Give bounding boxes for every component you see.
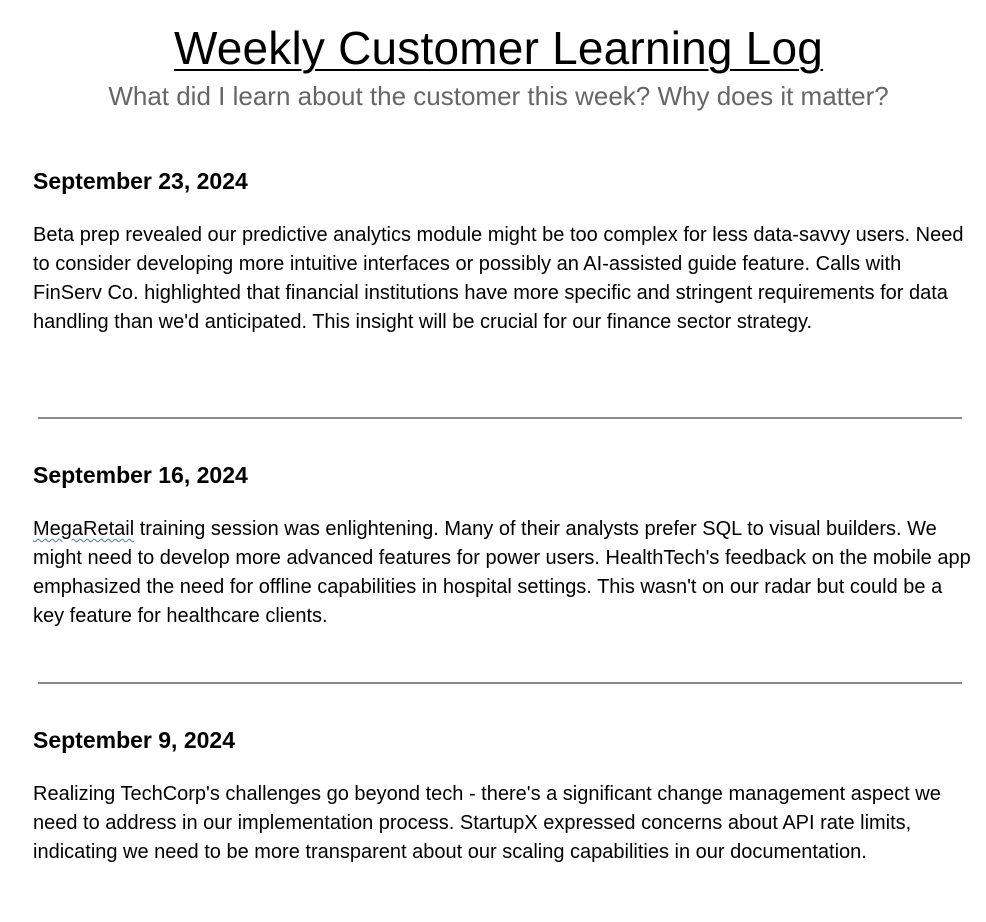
entry-body-remainder: training session was enlightening. Many of their analysts prefer SQL to visual builders. We might need to develop more advanced features for power users. HealthTech's feedback on the mobile app emphasized the need for offline capabilities in hospital settings. This wasn't on our radar but could be a key feature for healthcare clients. (33, 518, 971, 627)
spellcheck-flagged-word[interactable]: MegaRetail (33, 518, 135, 540)
horizontal-divider (38, 682, 962, 684)
horizontal-divider (38, 417, 962, 419)
entry-date-heading: September 9, 2024 (33, 727, 236, 753)
entry-body-text: Realizing TechCorp's challenges go beyond tech - there's a significant change management aspect we need to address in our implementation process. StartupX expressed concerns about API rate limits, indicating we need to be more transparent about our scaling capabilities in our documentation. (33, 783, 941, 863)
log-entry (33, 461, 971, 631)
log-entry (33, 167, 964, 337)
entry-body-text: Beta prep revealed our predictive analytics module might be too complex for less data-savvy users. Need to consider developing more intuitive interfaces or possibly an AI-assisted guide feature. Calls with FinServ Co. highlighted that financial institutions have more specific and stringent requirements for data handling than we'd anticipated. This insight will be crucial for our finance sector strategy. (33, 224, 964, 333)
entry-date-heading: September 23, 2024 (33, 168, 248, 194)
document-subtitle: What did I learn about the customer this week? Why does it matter? (108, 81, 889, 111)
entry-date-heading: September 16, 2024 (33, 462, 248, 488)
document-title: Weekly Customer Learning Log (173, 22, 824, 74)
log-entry (33, 726, 964, 867)
entry-body-text (33, 515, 973, 631)
